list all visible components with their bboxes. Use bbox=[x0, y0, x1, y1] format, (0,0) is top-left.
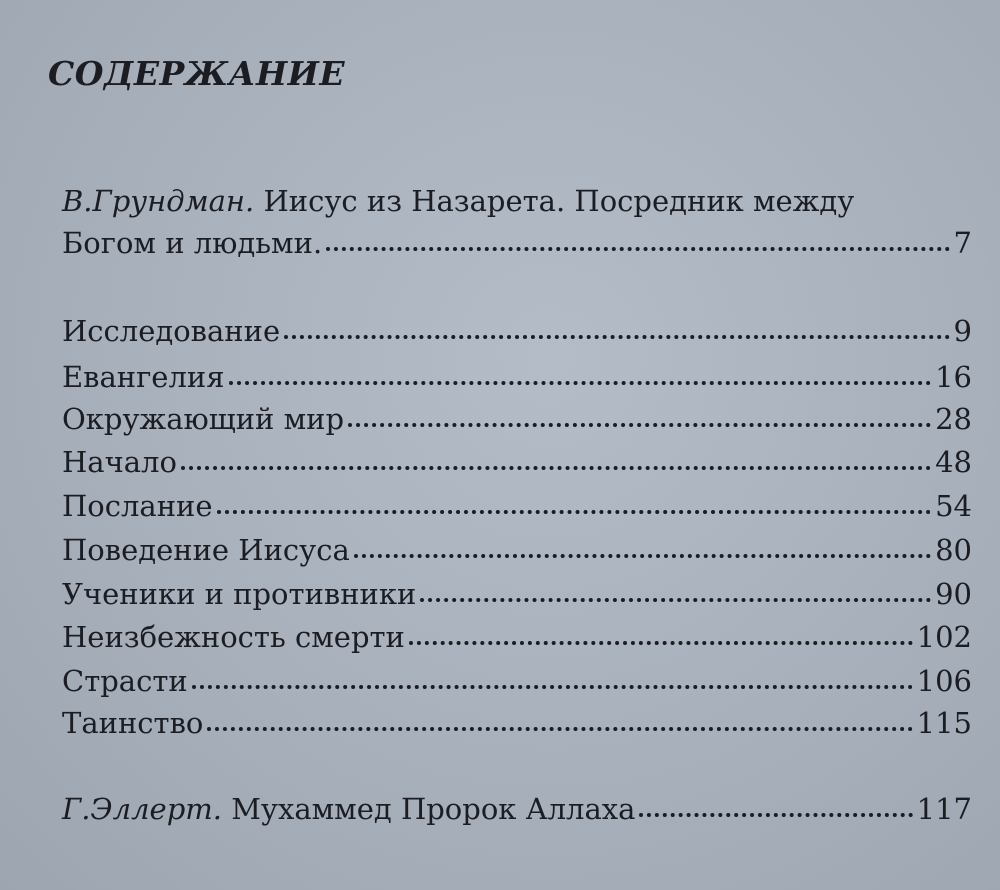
dot-leader bbox=[409, 641, 913, 645]
toc-entry bbox=[62, 706, 972, 746]
toc-entry bbox=[62, 402, 972, 442]
page-number: 9 bbox=[953, 314, 972, 348]
toc-entry-outro bbox=[62, 792, 972, 832]
entry-title: Неизбежность смерти bbox=[62, 620, 405, 654]
page-number: 115 bbox=[916, 706, 972, 740]
author-name: Г.Эллерт. bbox=[62, 792, 222, 826]
entry-title: Евангелия bbox=[62, 360, 225, 394]
page-number: 80 bbox=[935, 533, 972, 567]
page-number: 28 bbox=[935, 402, 972, 436]
page-number: 16 bbox=[935, 360, 972, 394]
dot-leader bbox=[217, 510, 932, 514]
entry-title: Страсти bbox=[62, 664, 188, 698]
entry-title: Ученики и противники bbox=[62, 577, 417, 611]
entry-title: Исследование bbox=[62, 314, 281, 348]
entry-title: Г.Эллерт. Мухаммед Пророк Аллаха bbox=[62, 792, 636, 826]
toc-entry bbox=[62, 360, 972, 400]
entry-title: Начало bbox=[62, 445, 177, 479]
toc-entry-intro-line2 bbox=[62, 226, 972, 266]
toc-entry bbox=[62, 620, 972, 660]
toc-entry bbox=[62, 489, 972, 529]
author-name: В.Грундман. bbox=[62, 184, 255, 218]
entry-title: Таинство bbox=[62, 706, 204, 740]
entry-title: Поведение Иисуса bbox=[62, 533, 350, 567]
toc-entry bbox=[62, 664, 972, 704]
page-number: 48 bbox=[935, 445, 972, 479]
toc-entry bbox=[62, 577, 972, 617]
dot-leader bbox=[229, 381, 932, 385]
page-number: 7 bbox=[953, 226, 972, 260]
toc-entry bbox=[62, 533, 972, 573]
dot-leader bbox=[181, 466, 931, 470]
page-number: 106 bbox=[916, 664, 972, 698]
toc-entry bbox=[62, 445, 972, 485]
page-number: 102 bbox=[916, 620, 972, 654]
dot-leader bbox=[326, 247, 949, 251]
entry-title: Окружающий мир bbox=[62, 402, 345, 436]
contents-heading: СОДЕРЖАНИЕ bbox=[48, 54, 346, 93]
entry-title: Богом и людьми. bbox=[62, 226, 323, 260]
dot-leader bbox=[354, 554, 931, 558]
dot-leader bbox=[420, 598, 931, 602]
entry-title: Иисус из Назарета. Посредник между bbox=[263, 184, 855, 218]
toc-entry-intro-line1 bbox=[62, 184, 972, 218]
dot-leader bbox=[207, 727, 912, 731]
page-number: 90 bbox=[935, 577, 972, 611]
entry-title: Послание bbox=[62, 489, 213, 523]
page-number: 54 bbox=[935, 489, 972, 523]
dot-leader bbox=[192, 685, 913, 689]
dot-leader bbox=[639, 813, 912, 817]
dot-leader bbox=[284, 335, 949, 339]
dot-leader bbox=[348, 423, 931, 427]
page-number: 117 bbox=[916, 792, 972, 826]
toc-entry bbox=[62, 314, 972, 354]
